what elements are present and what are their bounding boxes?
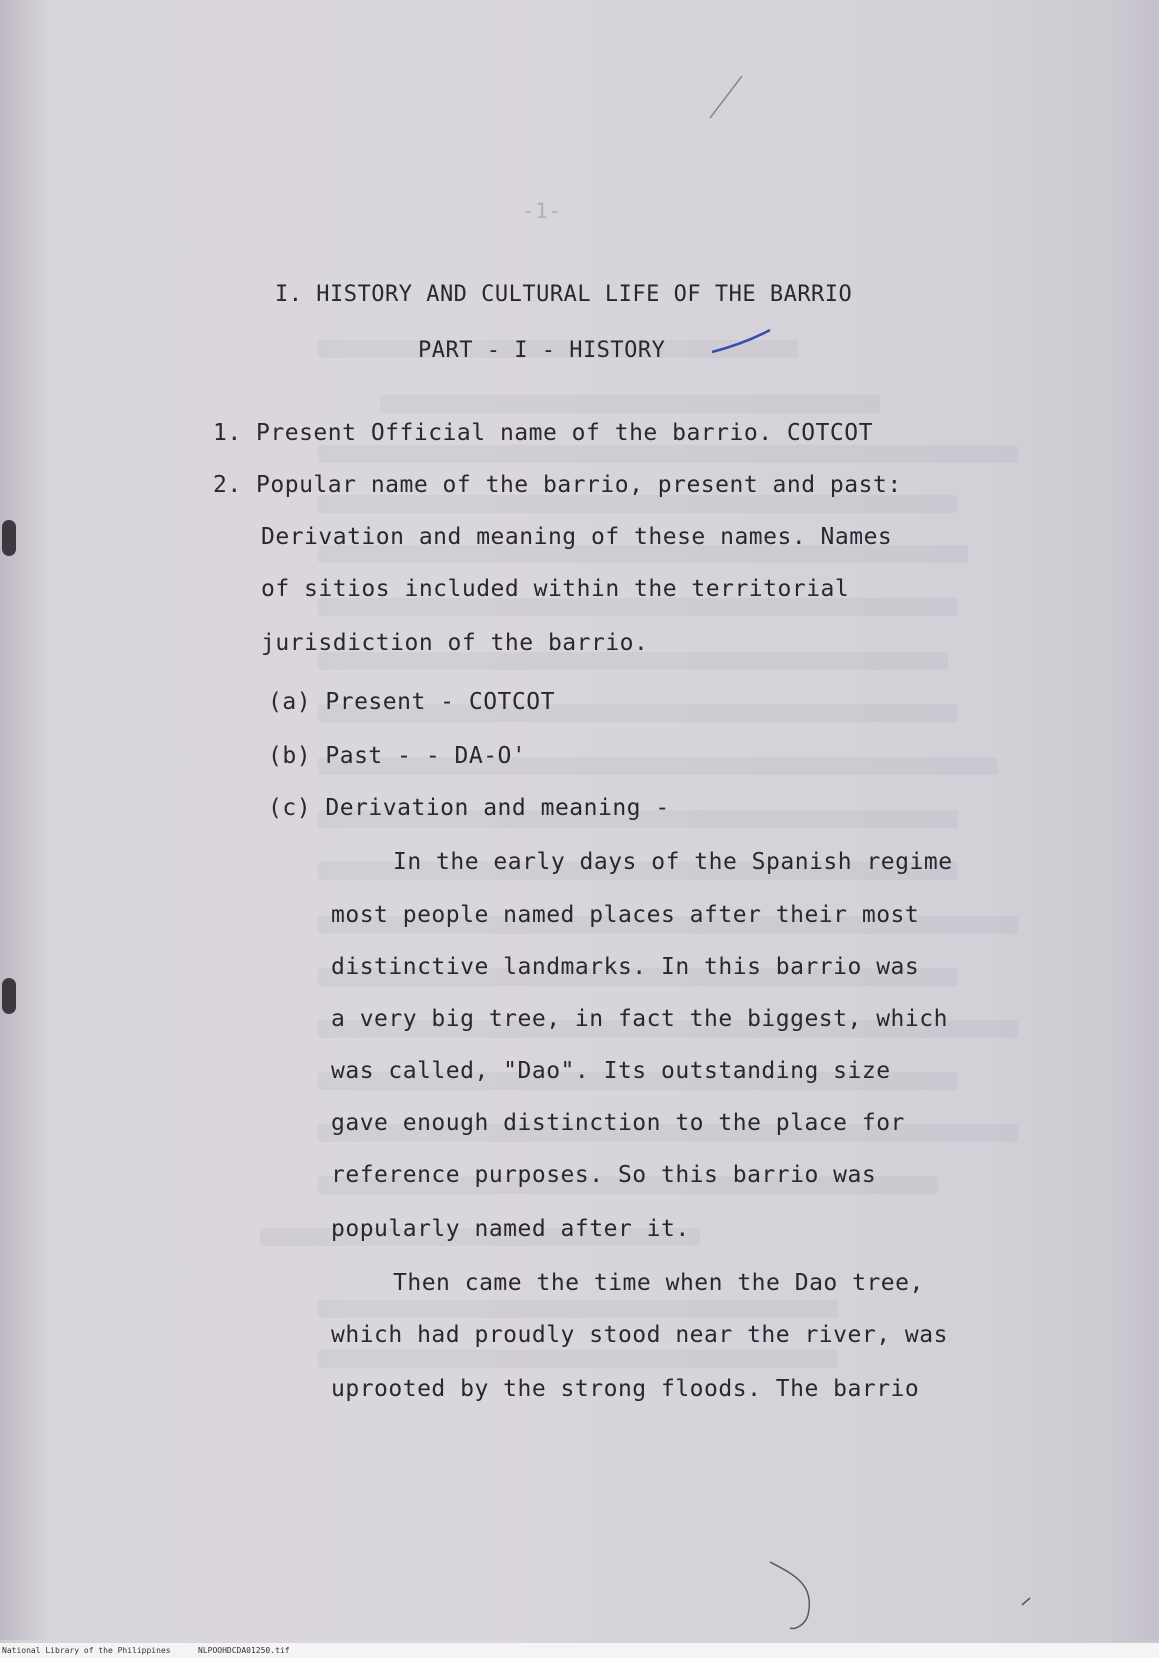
item-2-line-4: jurisdiction of the barrio. bbox=[261, 630, 649, 656]
section-subtitle: PART - I - HISTORY bbox=[418, 338, 666, 363]
sub-item-c-derivation: (c) Derivation and meaning - bbox=[268, 795, 670, 821]
item-1-official-name: 1. Present Official name of the barrio. COTCOT bbox=[213, 420, 873, 446]
library-credit: National Library of the Philippines bbox=[2, 1646, 171, 1655]
scan-footer bbox=[0, 1643, 1159, 1658]
paragraph-1-line-1: In the early days of the Spanish regime bbox=[393, 849, 953, 875]
paragraph-1-line-4: a very big tree, in fact the biggest, which bbox=[331, 1006, 948, 1032]
page-number: -1- bbox=[522, 199, 562, 223]
paragraph-2-line-3: uprooted by the strong floods. The barrio bbox=[331, 1376, 920, 1402]
paragraph-1-line-5: was called, "Dao". Its outstanding size bbox=[331, 1058, 891, 1084]
paragraph-1-line-3: distinctive landmarks. In this barrio was bbox=[331, 954, 920, 980]
sub-item-a-present: (a) Present - COTCOT bbox=[268, 689, 555, 715]
paragraph-1-line-2: most people named places after their most bbox=[331, 902, 920, 928]
paragraph-1-line-6: gave enough distinction to the place for bbox=[331, 1110, 905, 1136]
item-2-line-2: Derivation and meaning of these names. Names bbox=[261, 524, 893, 550]
sub-item-b-past: (b) Past - - DA-O' bbox=[268, 743, 527, 769]
paragraph-1-line-8: popularly named after it. bbox=[331, 1216, 690, 1242]
item-2-popular-name: 2. Popular name of the barrio, present and past: bbox=[213, 472, 902, 498]
paragraph-2-line-1: Then came the time when the Dao tree, bbox=[393, 1270, 924, 1296]
document-title: I. HISTORY AND CULTURAL LIFE OF THE BARRIO bbox=[275, 282, 853, 307]
paragraph-2-line-2: which had proudly stood near the river, was bbox=[331, 1322, 948, 1348]
file-name: NLPOOHDCDA01250.tif bbox=[198, 1646, 290, 1655]
item-2-line-3: of sitios included within the territorial bbox=[261, 576, 850, 602]
paragraph-1-line-7: reference purposes. So this barrio was bbox=[331, 1162, 877, 1188]
